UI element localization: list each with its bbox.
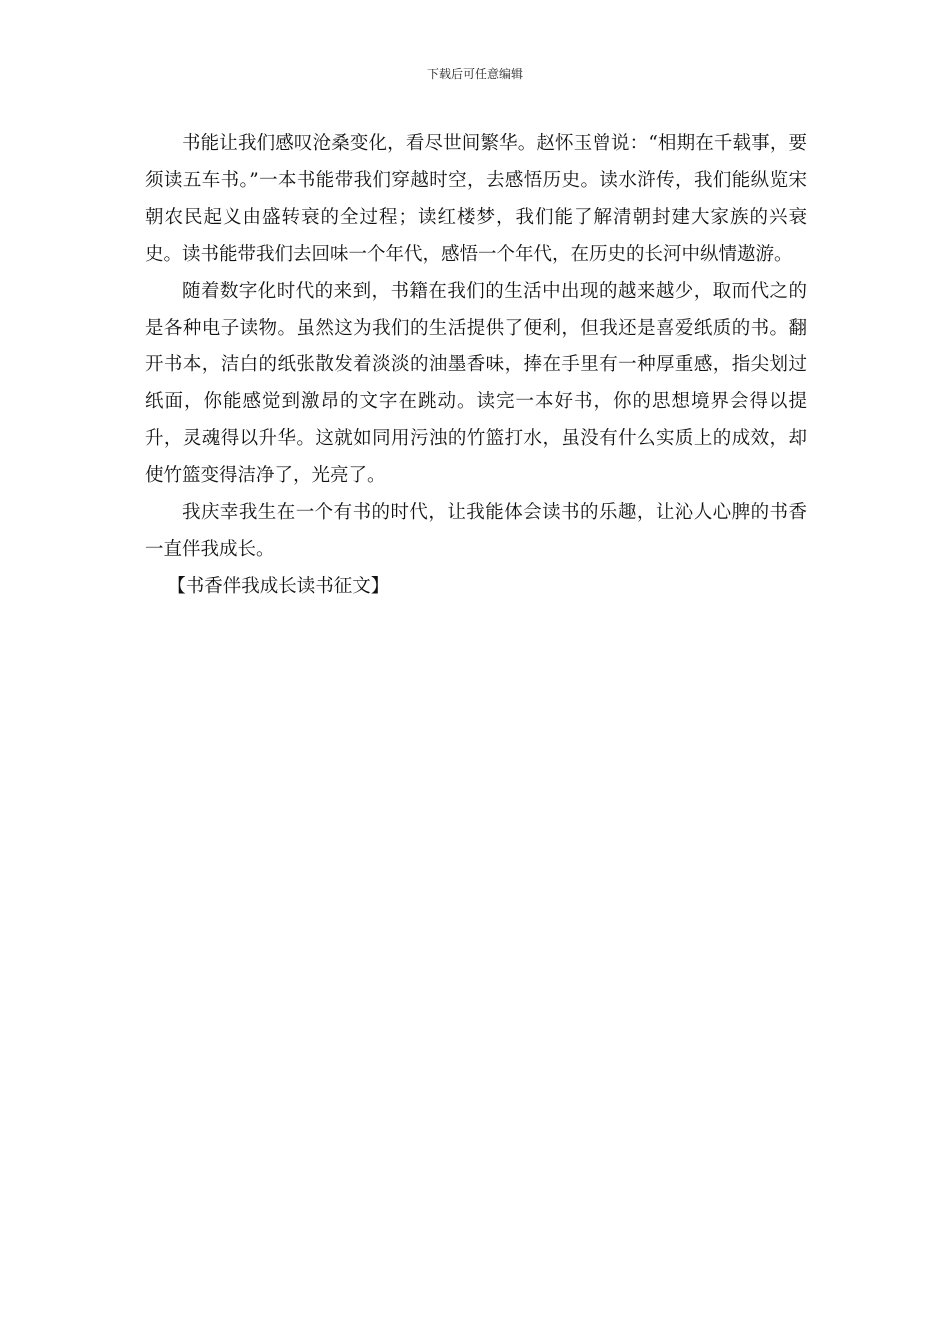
document-body <box>145 126 807 606</box>
paragraph-3: 我庆幸我生在一个有书的时代，让我能体会读书的乐趣，让沁人心脾的书香一直伴我成长。 <box>145 502 807 560</box>
page-header: 下载后可任意编辑 <box>426 67 523 81</box>
essay-title: 【书香伴我成长读书征文】 <box>167 575 390 597</box>
paragraph-1: 书能让我们感叹沧桑变化，看尽世间繁华。赵怀玉曾说：“相期在千载事，要须读五车书。”一本书能带我们穿越时空，去感悟历史。读水浒传，我们能纵览宋朝农民起义由盛转衰的全过程；读红楼梦，我们能了解清朝封建大家族的兴衰史。读书能带我们去回味一个年代，感悟一个年代，在历史的长河中纵情遨游。 <box>145 133 807 265</box>
paragraph-2: 随着数字化时代的来到，书籍在我们的生活中出现的越来越少，取而代之的是各种电子读物。虽然这为我们的生活提供了便利，但我还是喜爱纸质的书。翻开书本，洁白的纸张散发着淡淡的油墨香味，捧在手里有一种厚重感，指尖划过纸面，你能感觉到激昂的文字在跳动。读完一本好书，你的思想境界会得以提升，灵魂得以升华。这就如同用污浊的竹篮打水，虽没有什么实质上的成效，却使竹篮变得洁净了，光亮了。 <box>145 280 807 487</box>
